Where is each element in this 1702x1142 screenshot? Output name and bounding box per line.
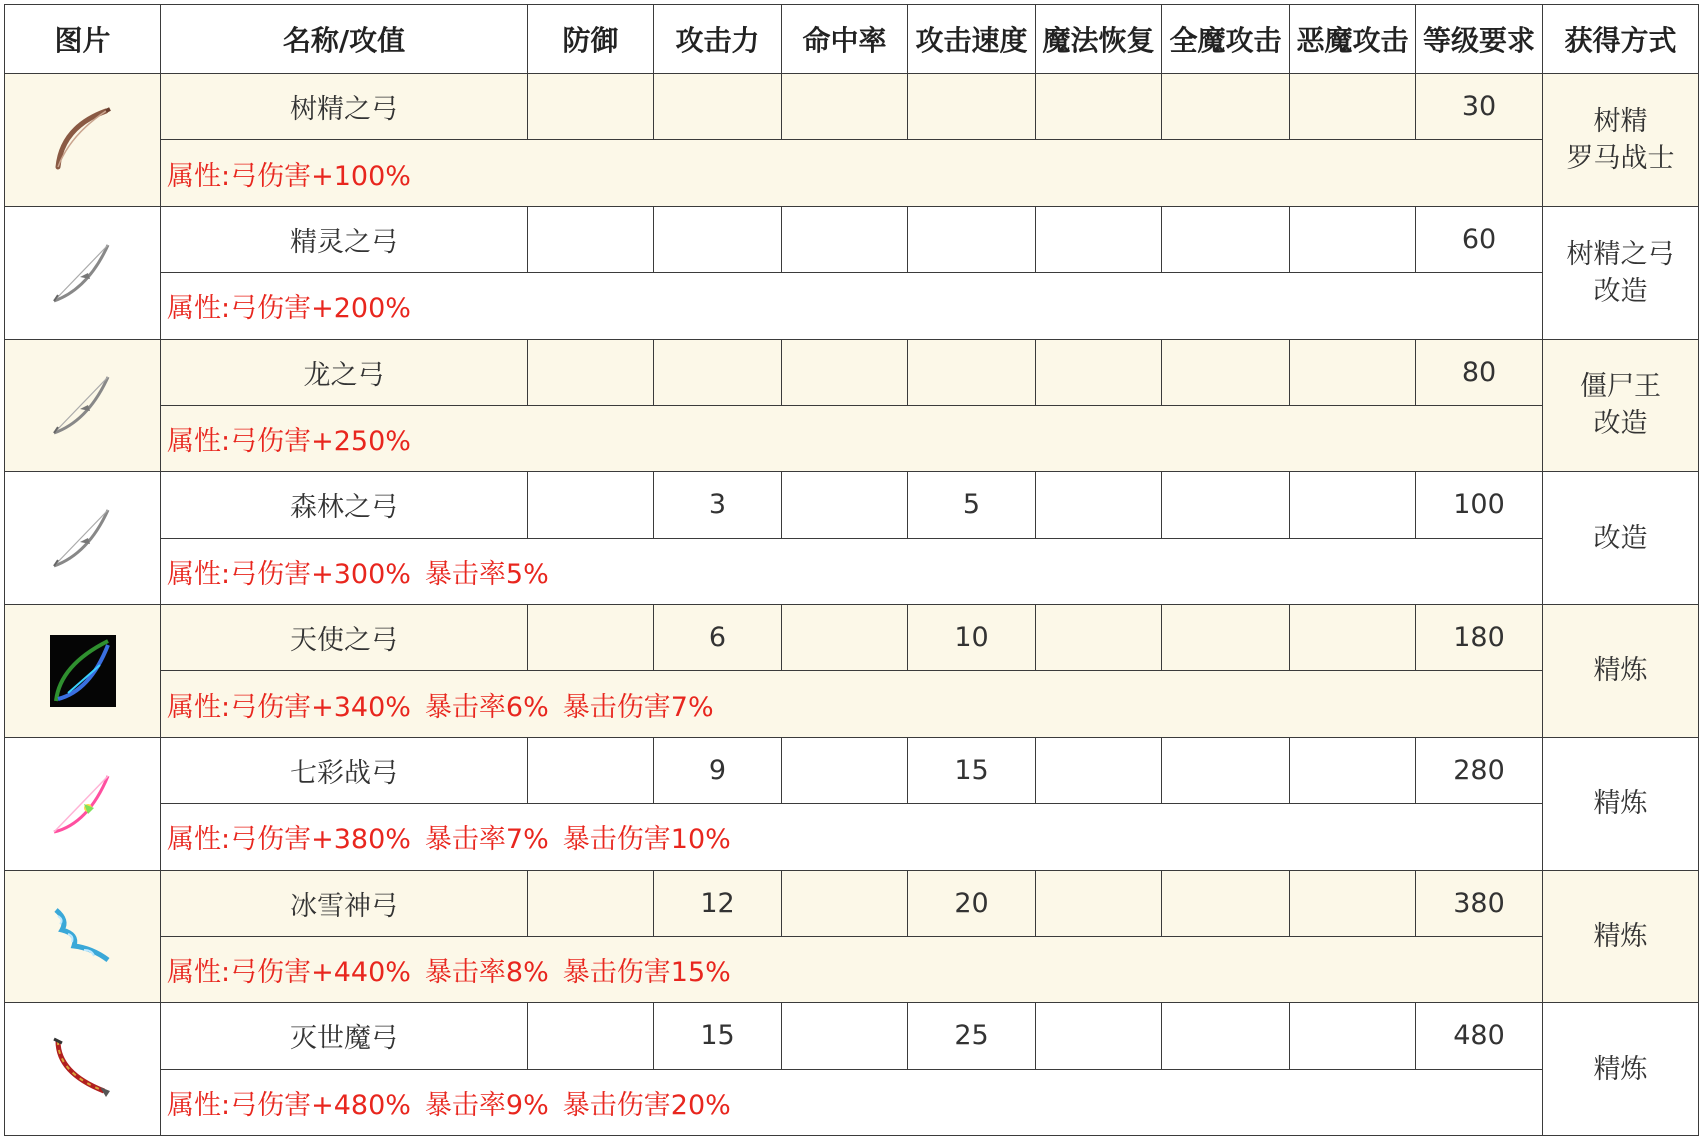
- item-row-group: [5, 737, 1699, 870]
- all-magic-attack-cell: [1162, 206, 1290, 272]
- item-attributes-cell: [161, 538, 1543, 604]
- header-demon-attack: 恶魔攻击: [1290, 5, 1416, 74]
- header-all-magic-attack: 全魔攻击: [1162, 5, 1290, 74]
- level-cell: 30: [1416, 74, 1543, 140]
- item-picture-cell: [5, 870, 161, 1003]
- level-cell: 380: [1416, 870, 1543, 936]
- mana-recovery-cell: [1036, 206, 1162, 272]
- attribute-text: 暴击伤害7%: [562, 691, 714, 723]
- mana-recovery-cell: [1036, 74, 1162, 140]
- defense-cell: [528, 1003, 654, 1069]
- attribute-text: 属性:弓伤害+440%: [167, 957, 411, 989]
- attribute-text: 暴击率8%: [424, 957, 549, 989]
- attack-speed-cell: 5: [908, 472, 1036, 538]
- attack-cell: [654, 339, 782, 405]
- attribute-text: 暴击伤害10%: [562, 824, 731, 856]
- item-picture-cell: [5, 605, 161, 738]
- item-stats-row: [5, 74, 1699, 140]
- item-stats-row: [5, 605, 1699, 671]
- attribute-text: 暴击伤害20%: [562, 1089, 731, 1121]
- header-attack-speed: 攻击速度: [908, 5, 1036, 74]
- level-cell: 180: [1416, 605, 1543, 671]
- item-name-cell: 精灵之弓: [161, 206, 528, 272]
- item-attributes-row: [5, 273, 1699, 339]
- all-magic-attack-cell: [1162, 339, 1290, 405]
- obtain-method-cell: [1543, 339, 1699, 472]
- obtain-method-line: 树精: [1593, 105, 1648, 137]
- item-row-group: [5, 472, 1699, 605]
- item-name-cell: 树精之弓: [161, 74, 528, 140]
- item-attributes-cell: [161, 671, 1543, 737]
- demon-attack-cell: [1290, 472, 1416, 538]
- obtain-method-line: 改造: [1593, 408, 1648, 440]
- attack-speed-cell: 10: [908, 605, 1036, 671]
- bow-items-table: [4, 4, 1699, 1136]
- header-hit-rate: 命中率: [782, 5, 908, 74]
- header-level-requirement: 等级要求: [1416, 5, 1543, 74]
- obtain-method-line: 改造: [1593, 522, 1648, 554]
- item-name-cell: 七彩战弓: [161, 737, 528, 803]
- demon-attack-cell: [1290, 339, 1416, 405]
- mana-recovery-cell: [1036, 737, 1162, 803]
- attribute-text: 属性:弓伤害+480%: [167, 1089, 411, 1121]
- item-name-cell: 灭世魔弓: [161, 1003, 528, 1069]
- item-row-group: [5, 206, 1699, 339]
- demon-attack-cell: [1290, 1003, 1416, 1069]
- attack-speed-cell: [908, 206, 1036, 272]
- attack-cell: [654, 206, 782, 272]
- item-stats-row: [5, 339, 1699, 405]
- header-picture: 图片: [5, 5, 161, 74]
- item-name-cell: 龙之弓: [161, 339, 528, 405]
- attribute-text: 属性:弓伤害+380%: [167, 824, 411, 856]
- attack-cell: [654, 74, 782, 140]
- all-magic-attack-cell: [1162, 605, 1290, 671]
- obtain-method-line: 僵尸王: [1580, 371, 1661, 403]
- item-attributes-row: [5, 671, 1699, 737]
- obtain-method-cell: [1543, 472, 1699, 605]
- attribute-text: 属性:弓伤害+100%: [167, 160, 411, 192]
- obtain-method-line: 精炼: [1593, 788, 1648, 820]
- item-stats-row: [5, 737, 1699, 803]
- level-cell: 80: [1416, 339, 1543, 405]
- level-cell: 100: [1416, 472, 1543, 538]
- mana-recovery-cell: [1036, 472, 1162, 538]
- attack-speed-cell: [908, 74, 1036, 140]
- item-picture-cell: [5, 74, 161, 207]
- item-name-cell: 冰雪神弓: [161, 870, 528, 936]
- item-row-group: [5, 74, 1699, 207]
- header-defense: 防御: [528, 5, 654, 74]
- wooden-bow-icon: [5, 105, 160, 175]
- silver-bow-icon: [5, 237, 160, 309]
- obtain-method-line: 精炼: [1593, 920, 1648, 952]
- all-magic-attack-cell: [1162, 472, 1290, 538]
- header-name: 名称/攻值: [161, 5, 528, 74]
- item-name-cell: 森林之弓: [161, 472, 528, 538]
- defense-cell: [528, 472, 654, 538]
- mana-recovery-cell: [1036, 605, 1162, 671]
- attack-speed-cell: [908, 339, 1036, 405]
- defense-cell: [528, 339, 654, 405]
- defense-cell: [528, 605, 654, 671]
- all-magic-attack-cell: [1162, 1003, 1290, 1069]
- item-picture-cell: [5, 339, 161, 472]
- obtain-method-cell: [1543, 74, 1699, 207]
- obtain-method-line: 精炼: [1593, 655, 1648, 687]
- header-attack: 攻击力: [654, 5, 782, 74]
- demon-attack-cell: [1290, 737, 1416, 803]
- item-attributes-cell: [161, 273, 1543, 339]
- item-attributes-row: [5, 538, 1699, 604]
- item-attributes-cell: [161, 1069, 1543, 1135]
- item-attributes-row: [5, 936, 1699, 1002]
- obtain-method-line: 精炼: [1593, 1053, 1648, 1085]
- defense-cell: [528, 74, 654, 140]
- hit-rate-cell: [782, 1003, 908, 1069]
- attack-cell: 15: [654, 1003, 782, 1069]
- mana-recovery-cell: [1036, 870, 1162, 936]
- hit-rate-cell: [782, 74, 908, 140]
- attribute-text: 属性:弓伤害+300%: [167, 558, 411, 590]
- hit-rate-cell: [782, 870, 908, 936]
- demon-bow-icon: [5, 1033, 160, 1105]
- silver-bow-icon: [5, 502, 160, 574]
- attribute-text: 暴击率5%: [424, 558, 549, 590]
- item-row-group: [5, 870, 1699, 1003]
- item-attributes-cell: [161, 804, 1543, 870]
- attack-cell: 3: [654, 472, 782, 538]
- item-stats-row: [5, 870, 1699, 936]
- mana-recovery-cell: [1036, 1003, 1162, 1069]
- attribute-text: 暴击伤害15%: [562, 957, 731, 989]
- hit-rate-cell: [782, 605, 908, 671]
- angel-bow-icon: [5, 635, 160, 707]
- all-magic-attack-cell: [1162, 870, 1290, 936]
- attribute-text: 暴击率7%: [424, 824, 549, 856]
- hit-rate-cell: [782, 206, 908, 272]
- item-attributes-cell: [161, 140, 1543, 206]
- obtain-method-line: 树精之弓: [1566, 238, 1675, 270]
- silver-bow-icon: [5, 369, 160, 441]
- level-cell: 280: [1416, 737, 1543, 803]
- attack-cell: 6: [654, 605, 782, 671]
- item-stats-row: [5, 206, 1699, 272]
- attack-cell: 9: [654, 737, 782, 803]
- attribute-text: 属性:弓伤害+250%: [167, 426, 411, 458]
- item-picture-cell: [5, 206, 161, 339]
- hit-rate-cell: [782, 472, 908, 538]
- all-magic-attack-cell: [1162, 737, 1290, 803]
- hit-rate-cell: [782, 339, 908, 405]
- all-magic-attack-cell: [1162, 74, 1290, 140]
- attack-speed-cell: 20: [908, 870, 1036, 936]
- header-obtain-method: 获得方式: [1543, 5, 1699, 74]
- demon-attack-cell: [1290, 870, 1416, 936]
- demon-attack-cell: [1290, 605, 1416, 671]
- attribute-text: 属性:弓伤害+200%: [167, 293, 411, 325]
- ice-bow-icon: [5, 900, 160, 972]
- item-attributes-cell: [161, 936, 1543, 1002]
- item-picture-cell: [5, 737, 161, 870]
- defense-cell: [528, 737, 654, 803]
- defense-cell: [528, 870, 654, 936]
- rainbow-bow-icon: [5, 768, 160, 840]
- item-attributes-row: [5, 804, 1699, 870]
- header-mana-recovery: 魔法恢复: [1036, 5, 1162, 74]
- defense-cell: [528, 206, 654, 272]
- obtain-method-line: 罗马战士: [1566, 142, 1675, 174]
- obtain-method-cell: [1543, 737, 1699, 870]
- attribute-text: 暴击率6%: [424, 691, 549, 723]
- item-stats-row: [5, 472, 1699, 538]
- item-row-group: [5, 605, 1699, 738]
- header-row: [5, 5, 1699, 74]
- mana-recovery-cell: [1036, 339, 1162, 405]
- item-row-group: [5, 1003, 1699, 1136]
- item-stats-row: [5, 1003, 1699, 1069]
- demon-attack-cell: [1290, 206, 1416, 272]
- item-row-group: [5, 339, 1699, 472]
- item-attributes-row: [5, 140, 1699, 206]
- obtain-method-cell: [1543, 206, 1699, 339]
- level-cell: 60: [1416, 206, 1543, 272]
- attack-speed-cell: 25: [908, 1003, 1036, 1069]
- attribute-text: 暴击率9%: [424, 1089, 549, 1121]
- item-attributes-row: [5, 405, 1699, 471]
- item-attributes-row: [5, 1069, 1699, 1135]
- obtain-method-cell: [1543, 1003, 1699, 1136]
- item-picture-cell: [5, 1003, 161, 1136]
- attack-cell: 12: [654, 870, 782, 936]
- demon-attack-cell: [1290, 74, 1416, 140]
- item-name-cell: 天使之弓: [161, 605, 528, 671]
- obtain-method-cell: [1543, 870, 1699, 1003]
- level-cell: 480: [1416, 1003, 1543, 1069]
- item-picture-cell: [5, 472, 161, 605]
- attack-speed-cell: 15: [908, 737, 1036, 803]
- obtain-method-line: 改造: [1593, 275, 1648, 307]
- hit-rate-cell: [782, 737, 908, 803]
- attribute-text: 属性:弓伤害+340%: [167, 691, 411, 723]
- obtain-method-cell: [1543, 605, 1699, 738]
- item-attributes-cell: [161, 405, 1543, 471]
